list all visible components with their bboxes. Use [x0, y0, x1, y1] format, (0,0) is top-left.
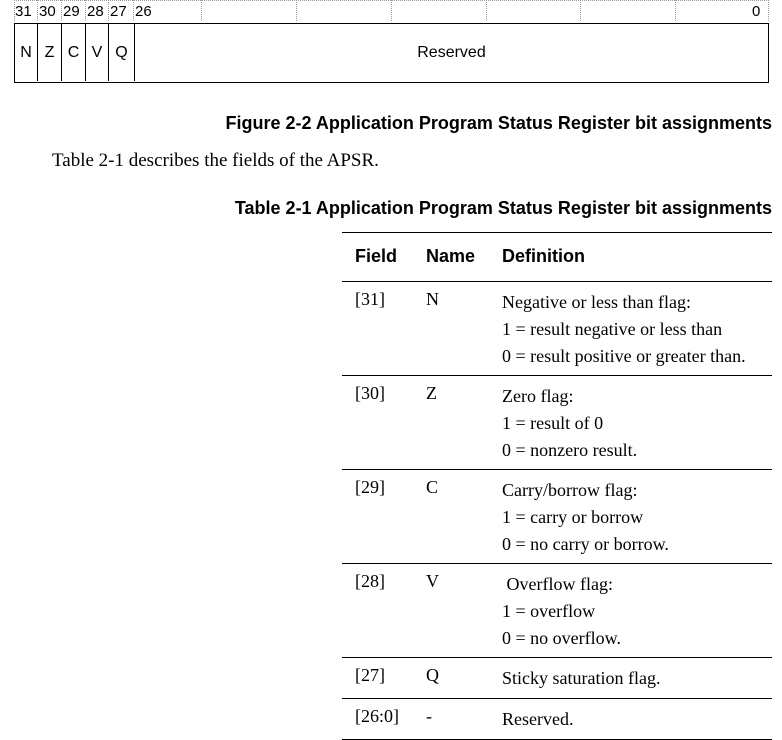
reserved-cell: Reserved [417, 43, 486, 61]
bit-divider [14, 0, 15, 21]
bit-divider [296, 0, 297, 21]
name-cell: N [426, 289, 439, 309]
flag-cell-c: C [62, 24, 86, 81]
definition-line: 0 = nonzero result. [502, 440, 638, 460]
intro-paragraph: Table 2-1 describes the fields of the APSR. [52, 150, 379, 171]
definition-cell [502, 383, 637, 464]
table-row [342, 376, 772, 470]
field-cell: [26:0] [355, 706, 399, 726]
figure-caption: Figure 2-2 Application Program Status Register bit assignments [225, 113, 772, 133]
field-cell: [29] [355, 477, 385, 497]
field-cell: [27] [355, 665, 385, 685]
bit-divider [675, 0, 676, 21]
name-cell: V [426, 571, 439, 591]
definition-line: Reserved. [502, 709, 574, 729]
name-cell: - [426, 706, 432, 726]
bit-number-28: 28 [87, 3, 104, 20]
flag-cell-n: N [15, 24, 38, 81]
table-header [342, 232, 772, 282]
bit-divider [768, 0, 769, 21]
definition-cell [502, 706, 573, 733]
bit-number-31: 31 [15, 3, 32, 20]
bit-divider [85, 0, 86, 21]
bit-number-header [0, 0, 782, 22]
table-row [342, 282, 772, 376]
bit-number-27: 27 [110, 3, 127, 20]
field-cell: [31] [355, 289, 385, 309]
bit-divider [133, 0, 134, 21]
apsr-register-diagram [14, 23, 769, 83]
bit-divider [201, 0, 202, 21]
bit-divider [61, 0, 62, 21]
bit-number-30: 30 [39, 3, 56, 20]
bit-divider [108, 0, 109, 21]
definition-line: Sticky saturation flag. [502, 668, 661, 688]
bit-divider [486, 0, 487, 21]
header-definition: Definition [502, 246, 585, 266]
definition-line: 0 = no overflow. [502, 628, 621, 648]
definition-line: Overflow flag: [502, 574, 613, 594]
definition-line: Negative or less than flag: [502, 292, 691, 312]
header-field: Field [355, 246, 398, 266]
bit-number-0: 0 [752, 3, 761, 20]
bit-divider [580, 0, 581, 21]
field-cell: [30] [355, 383, 385, 403]
definition-line: 0 = no carry or borrow. [502, 534, 669, 554]
table-caption: Table 2-1 Application Program Status Register bit assignments [234, 198, 772, 218]
table-row [342, 699, 772, 740]
name-cell: Z [426, 383, 437, 403]
table-row [342, 564, 772, 658]
definition-line: Carry/borrow flag: [502, 480, 638, 500]
definition-cell [502, 571, 621, 652]
name-cell: Q [426, 665, 439, 685]
name-cell: C [426, 477, 439, 497]
definition-line: 1 = carry or borrow [502, 507, 644, 527]
definition-line: 1 = overflow [502, 601, 596, 621]
flag-cell-q: Q [109, 24, 135, 81]
definition-cell [502, 289, 746, 370]
flag-cell-v: V [86, 24, 109, 81]
header-name: Name [426, 246, 476, 266]
definition-line: 0 = result positive or greater than. [502, 346, 746, 366]
bit-divider [391, 0, 392, 21]
table-row [342, 470, 772, 564]
table-row [342, 658, 772, 699]
definition-line: 1 = result negative or less than [502, 319, 723, 339]
field-cell: [28] [355, 571, 385, 591]
apsr-fields-table [342, 232, 772, 740]
definition-cell [502, 477, 669, 558]
definition-line: Zero flag: [502, 386, 574, 406]
definition-cell [502, 665, 660, 692]
definition-line: 1 = result of 0 [502, 413, 604, 433]
bit-number-29: 29 [63, 3, 80, 20]
bit-number-26: 26 [135, 3, 152, 20]
flag-cell-z: Z [38, 24, 62, 81]
bit-divider [37, 0, 38, 21]
